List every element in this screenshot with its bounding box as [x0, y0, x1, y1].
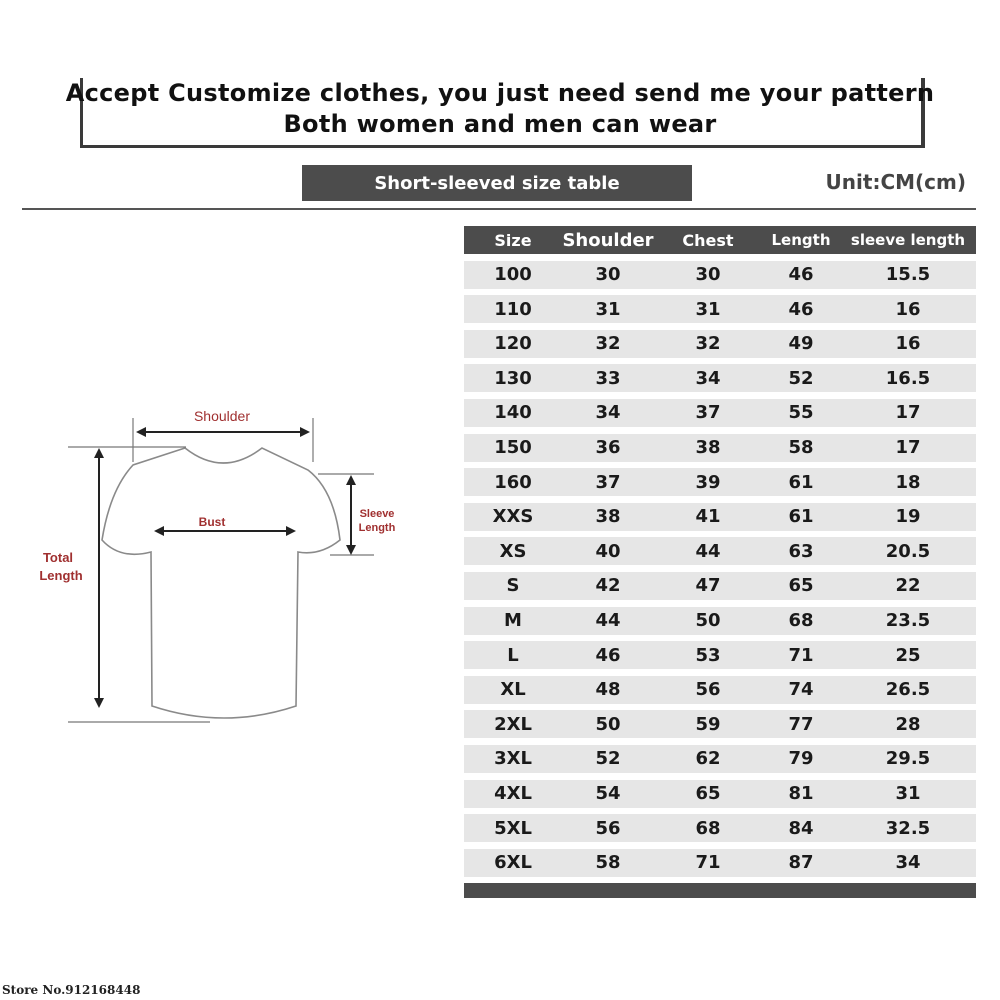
cell-chest: 71 [695, 852, 721, 874]
cell-size: M [504, 610, 522, 632]
cell-shoulder: 46 [595, 644, 621, 666]
cell-chest: 31 [695, 298, 721, 320]
cell-length: 87 [788, 852, 814, 874]
cell-shoulder: 48 [595, 679, 621, 701]
table-row [464, 814, 976, 842]
banner-title: Short-sleeved size table [374, 172, 620, 194]
table-row [464, 710, 976, 738]
total-label-line2: Length [39, 568, 83, 583]
cell-length: 55 [788, 402, 814, 424]
cell-sleeve-length: 19 [895, 506, 921, 528]
cell-size: 5XL [494, 817, 532, 839]
bust-arrow-right-head [286, 526, 296, 536]
cell-size: XXS [492, 506, 534, 528]
cell-chest: 38 [695, 437, 721, 459]
sleeve-label-line1: Sleeve [359, 508, 395, 520]
cell-chest: 59 [695, 713, 721, 735]
total-arrow-bottom-head [94, 698, 104, 708]
size-table-header [464, 226, 976, 254]
store-number: Store No.912168448 [2, 983, 141, 997]
cell-size: 110 [494, 298, 532, 320]
cell-length: 58 [788, 437, 814, 459]
cell-chest: 32 [695, 333, 721, 355]
cell-chest: 30 [695, 264, 721, 286]
size-table-body [464, 261, 976, 877]
cell-length: 46 [788, 264, 814, 286]
cell-sleeve-length: 31 [895, 783, 921, 804]
cell-chest: 68 [695, 817, 721, 839]
cell-size: L [507, 644, 519, 666]
header-sleeve-length: sleeve length [850, 231, 966, 249]
cell-chest: 39 [695, 471, 721, 493]
cell-sleeve-length: 17 [895, 402, 921, 424]
table-row [464, 537, 976, 565]
table-row [464, 780, 976, 808]
table-row [464, 399, 976, 427]
header-length: Length [771, 231, 831, 249]
table-row [464, 330, 976, 358]
cell-length: 52 [788, 367, 814, 389]
cell-size: XS [499, 540, 527, 562]
cell-chest: 50 [695, 610, 721, 632]
bust-arrow-left-head [154, 526, 164, 536]
cell-chest: 34 [695, 367, 721, 389]
header-chest: Chest [682, 230, 734, 250]
cell-size: 3XL [494, 748, 532, 770]
cell-size: 120 [494, 333, 532, 355]
cell-shoulder: 58 [595, 852, 621, 874]
cell-shoulder: 37 [595, 471, 621, 493]
cell-length: 63 [788, 540, 814, 562]
cell-shoulder: 33 [595, 367, 621, 389]
cell-chest: 53 [695, 644, 721, 666]
cell-size: 160 [494, 471, 532, 493]
cell-length: 61 [788, 471, 814, 493]
cell-shoulder: 36 [595, 437, 621, 459]
cell-length: 49 [788, 333, 814, 355]
unit-label: Unit:CM(cm) [825, 170, 966, 194]
header-shoulder: Shoulder [562, 229, 654, 251]
cell-length: 68 [788, 610, 814, 632]
table-row [464, 468, 976, 496]
cell-shoulder: 30 [595, 264, 621, 286]
cell-sleeve-length: 29.5 [885, 748, 931, 770]
table-row [464, 745, 976, 773]
cell-size: 2XL [494, 713, 532, 735]
cell-sleeve-length: 34 [895, 852, 921, 874]
cell-sleeve-length: 15.5 [885, 264, 931, 286]
header-size: Size [494, 230, 532, 250]
total-label-line1: Total [42, 550, 74, 565]
size-table [464, 226, 976, 898]
cell-sleeve-length: 20.5 [885, 540, 931, 562]
cell-size: S [506, 575, 520, 597]
cell-shoulder: 40 [595, 540, 621, 562]
cell-chest: 47 [695, 575, 721, 597]
cell-length: 81 [788, 783, 814, 804]
cell-length: 74 [788, 679, 814, 701]
cell-chest: 41 [695, 506, 721, 528]
cell-length: 65 [788, 575, 814, 597]
cell-sleeve-length: 17 [895, 437, 921, 459]
cell-shoulder: 31 [595, 298, 621, 320]
cell-chest: 37 [695, 402, 721, 424]
cell-sleeve-length: 16.5 [885, 367, 931, 389]
cell-chest: 44 [695, 540, 721, 562]
cell-sleeve-length: 22 [895, 575, 921, 597]
cell-sleeve-length: 32.5 [885, 817, 931, 839]
cell-shoulder: 54 [595, 783, 621, 804]
cell-shoulder: 52 [595, 748, 621, 770]
cell-shoulder: 38 [595, 506, 621, 528]
tshirt-outline [102, 448, 340, 718]
table-row [464, 849, 976, 877]
cell-sleeve-length: 25 [895, 644, 921, 666]
cell-sleeve-length: 18 [895, 471, 921, 493]
cell-chest: 56 [695, 679, 721, 701]
table-row [464, 676, 976, 704]
cell-sleeve-length: 26.5 [885, 679, 931, 701]
shoulder-label: Shoulder [193, 408, 251, 424]
table-row [464, 572, 976, 600]
cell-size: 6XL [494, 852, 532, 874]
cell-length: 79 [788, 748, 814, 770]
cell-size: 4XL [494, 783, 532, 804]
header-subtitle: Both women and men can wear [283, 110, 717, 138]
cell-sleeve-length: 28 [895, 713, 921, 735]
cell-shoulder: 32 [595, 333, 621, 355]
table-row [464, 641, 976, 669]
size-table-footer-bar [464, 883, 976, 898]
cell-size: 140 [494, 402, 532, 424]
cell-size: 100 [494, 264, 532, 286]
cell-chest: 62 [695, 748, 721, 770]
table-row [464, 607, 976, 635]
cell-shoulder: 50 [595, 713, 621, 735]
sleeve-arrow-top-head [346, 475, 356, 485]
cell-sleeve-length: 16 [895, 333, 921, 355]
cell-size: 150 [494, 437, 532, 459]
cell-length: 71 [788, 644, 814, 666]
shoulder-arrow-right-head [300, 427, 310, 437]
cell-sleeve-length: 23.5 [885, 610, 931, 632]
tshirt-diagram [0, 0, 460, 760]
cell-shoulder: 44 [595, 610, 621, 632]
cell-shoulder: 56 [595, 817, 621, 839]
cell-shoulder: 34 [595, 402, 621, 424]
shoulder-arrow-left-head [136, 427, 146, 437]
cell-size: 130 [494, 367, 532, 389]
cell-chest: 65 [695, 783, 721, 804]
bust-label: Bust [198, 515, 226, 529]
sleeve-label-line2: Length [358, 522, 396, 534]
table-row [464, 503, 976, 531]
table-row [464, 434, 976, 462]
total-arrow-top-head [94, 448, 104, 458]
table-row [464, 364, 976, 392]
cell-sleeve-length: 16 [895, 298, 921, 320]
cell-size: XL [500, 679, 526, 701]
cell-length: 77 [788, 713, 814, 735]
cell-shoulder: 42 [595, 575, 621, 597]
table-row [464, 295, 976, 323]
header-title: Accept Customize clothes, you just need send me your pattern [65, 79, 935, 107]
cell-length: 46 [788, 298, 814, 320]
sleeve-arrow-bottom-head [346, 545, 356, 555]
table-row [464, 261, 976, 289]
cell-length: 61 [788, 506, 814, 528]
cell-length: 84 [788, 817, 814, 839]
